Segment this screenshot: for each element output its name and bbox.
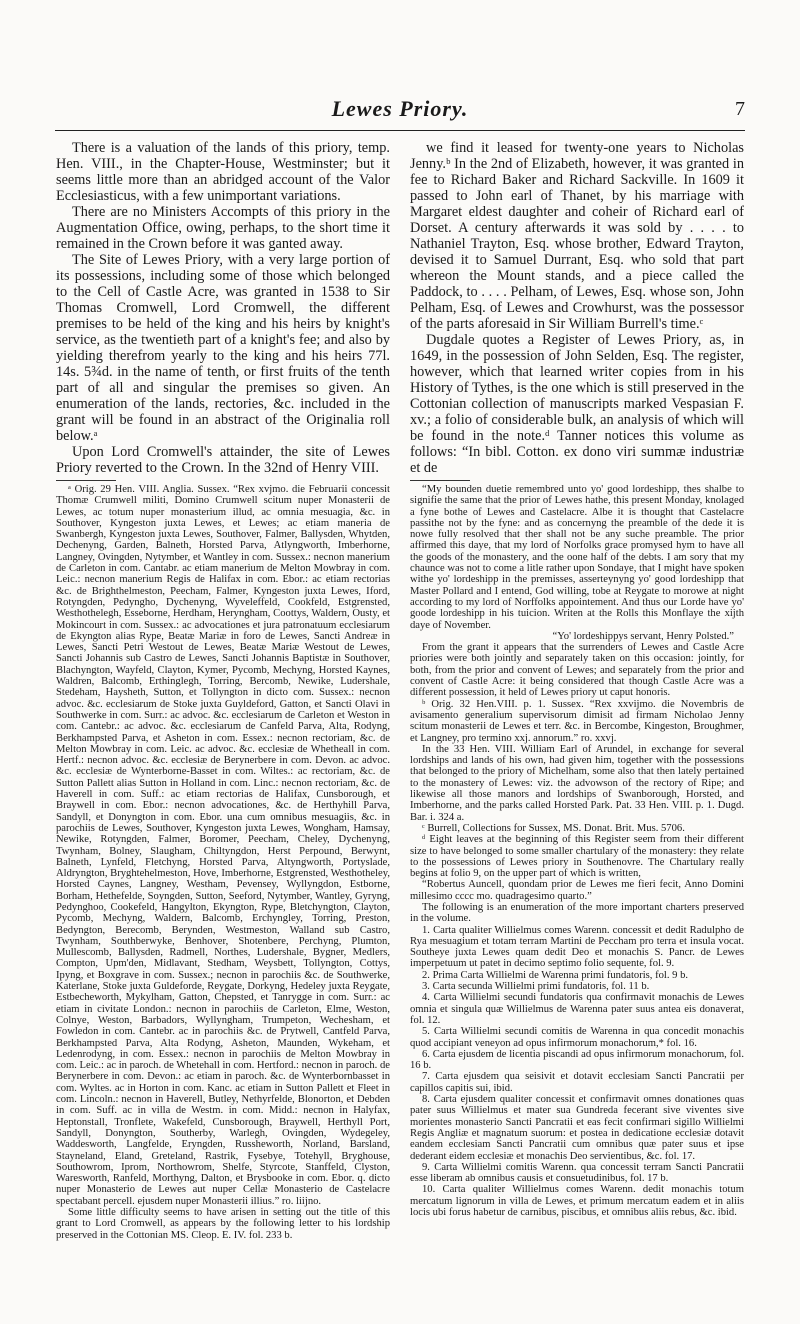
right-body-text: [410, 140, 744, 476]
charter-item: 9. Carta Willielmi comitis Warenn. qua concessit terram Sancti Pancratii esse liberam ab omnibus causis et consuetudinibus, fol. 17 b.: [410, 1161, 744, 1185]
charter-item: 8. Carta ejusdem qualiter concessit et confirmavit omnes donationes quas pater suus Willielmus et mater sua Gundreda fecerant sive viventes sive morientes monasterio Sancti Pancratii et eas fecit confirmari sigillo Willielmi Regis Angliæ et magnatum suorum: et postea in dedicatione ecclesiæ dotavit eandem ecclesiam Sancti Pancratii cum omnibus quæ pater suus et ipse dederant eidem ecclesiæ et monachis Deo servientibus, &c. fol. 17.: [410, 1094, 744, 1162]
footnote-divider: [410, 480, 470, 481]
charter-item: 3. Carta secunda Willielmi primi fundatoris, fol. 11 b.: [422, 981, 650, 993]
charter-item: 6. Carta ejusdem de licentia piscandi ad opus infirmorum monachorum, fol. 16 b.: [410, 1048, 744, 1072]
charter-item: 4. Carta Willielmi secundi fundatoris qua confirmavit monachis de Lewes omnia et singula quæ Willielmus de Warenna pater suus antea eis donaverat, fol. 12.: [410, 992, 744, 1026]
paragraph: Dugdale quotes a Register of Lewes Priory, as, in 1649, in the possession of John Selden, Esq. The register, however, which that learned writer copies from in his History of Tythes, is the one which is still preserved in the Cottonian collection of manuscripts marked Vespasian F. xv.; a folio of considerable bulk, an analysis of which will be found in the note.ᵈ Tanner notices this volume as follows: “In bibl. Cotton. ex dono viri summæ industriæ et de: [410, 332, 744, 476]
footnote-paragraph: The following is an enumeration of the more important charters preserved in the volume.: [410, 901, 744, 925]
charter-item: 5. Carta Willielmi secundi comitis de Warenna in qua concedit monachis quod accipiant veneyon ad opus infirmorum monachorum,* fol. 16.: [410, 1026, 744, 1049]
paragraph: The Site of Lewes Priory, with a very large portion of its possessions, including some of those which belonged to the Cell of Castle Acre, was granted in 1538 to Sir Thomas Cromwell, Lord Cromwell, the different premises to be held of the king and his heirs by knight's service, as the twentieth part of a knight's fee; and also by yielding therefrom yearly to the king and his heirs 77l. 14s. 5¾d. in the name of tenth, or first fruits of the tenth part of all and singular the premises so given. An enumeration of the lands, rectories, &c. included in the grant will be found in an abstract of the Originalia roll below.ᵃ: [56, 252, 390, 444]
footnote-c: ᶜ Burrell, Collections for Sussex, MS. Donat. Brit. Mus. 5706.: [422, 822, 685, 834]
right-column: [410, 140, 744, 1218]
footnote-a: ᵃ Orig. 29 Hen. VIII. Anglia. Sussex. “Rex xvjmo. die Februarii concessit Thomæ Crumwell militi, Domino Crumwell scitum nuper Monasterii de Lewes, ac totum nuper monasterium illud, ac omnia mesuagia, &c. in Southover, Kyngeston juxta Lewes, et Lewes; ac etiam maneria de Swanbergh, Kyngeston juxta Lewes, Southover, Falmer, Ballysden, Whytden, Dechenyng, Garden, Balneth, Horsted Parva, Atlyngworth, Imberhorne, Langney, Ovingden, Nytymber, et Wantley in com. Sussex.: necnon manerium de Carleton in com. Cantabr. ac etiam manerium de Melton Mowbray in com. Leic.: necnon manerium Regis de Halifax in com. Ebor.: ac etiam rectorias &c. de Brighthelmeston, Peecham, Falmer, Kyngeston juxta Lewes, Iford, Rotyngden, Pedyngho, Dychenyng, Wyveleffeld, Cookfeld, Estgrensted, Westhothelegh, Esseborne, Herdham, Heryngham, Coottys, Waldern, Ousty, et Mokincourt in com. Sussex.: ac advocationes et jura patronatuum ecclesiarum de Ekyngton alias Rype, Beatæ Mariæ in foro de Lewes, Sancti Andreæ in Lewes, Sancti Petri Westout de Lewes, Beatæ Mariæ Westout de Lewes, Sancti Johannis sub Castro de Lewes, Sancti Johannis Baptistæ in Southover, Blachyngton, Wayfeld, Clayton, Kymer, Pycomb, Mechyng, Horsted Kaynes, Waldren, Balcomb, Erthinglegh, Torring, Bercomb, Newike, Ludershale, Stedeham, Haysheth, Sutton, et Tollyngton in dicto com. Sussex.: necnon advoc. &c. ecclesiarum de Stoke juxta Guyldeford, Gatton, et Sancti Olavi in Southwerke in com. Surr.: ac advoc. &c. ecclesiarum de Carleton et Weston in com. Cantebr.: ac advoc. &c. ecclesiarum de Canfeld Parva, Alta, Rodyng, Berkhampsted Parva, et Asheton in com. Essex.: necnon rectoriam, &c. de Melton Mowbray in com. Leic. ac advoc. &c. ecclesiæ de Whetheall in com. Hertf.: necnon advoc. &c. ecclesiæ de Berynerbere in com. Devon. ac advoc. &c. ecclesiæ de Wynterborne-Basset in com. Wiltes.: ac rectoriam, &c. de Sutton Pallett alias Sutton in Holland in com. Linc.: necnon rectoriam, &c. de Haverell in com. Suff.: ac etiam rectorias de Halifax, Cunsborough, et Braywell in com. Ebor.: necnon advocationes, &c. de Herthyhill Parva, Sandyll, et Donyngton in com. Ebor. una cum omnibus mesuagiis, &c. in parochiis de Lewes, Southover, Kyngeston juxta Lewes, Wongham, Hamsay, Newike, Rotyngden, Falmer, Boromer, Peecham, Cheley, Dychenyng, Twynham, Bolney, Slaugham, Chiltyngdon, Herst Perpound, Berwynt, Balneth, Lynfeld, Fletchyng, Horsted Parva, Altyngworth, Portyslade, Aldryngton, Bryghtehelmeston, Hove, Imberhorne, Estgrensted, Westhotheley, Horsted Caynes, Langney, Westham, Pevensey, Wyllyngdon, Estborne, Borham, Hethefelde, Soyngden, Sutton, Seeford, Nytymber, Wantley, Gyryng, Pedynghoo, Cookefeld, Hangylton, Ekyngton, Rype, Bletchyngton, Clayton, Pycomb, Mechyng, Waldern, Balcomb, Erchyngley, Torring, Preston, Bedyngton, Berecomb, Berynden, Westmeston, Walland sub Castro, Twynham, Southberwyke, Benhover, Shotenbere, Perchyng, Plumton, Mullescomb, Ballysden, Radmell, Northes, Ludershale, Bygner, Medlers, Compton, Upm'den, Midlavant, Stedham, Weysbett, Tollyngton, Cottys, Ipyng, et Boxgrave in com. Sussex.; necnon in parochiis &c. de Southwerke, Katerlane, Stoke juxta Guldeforde, Reygate, Dorkyng, Hedeley juxta Reygate, Estbecheworth, Mykylham, Gatton, Chepsted, et Tanrygge in com. Surr.: ac etiam in civitate London.: necnon in parochiis de Carleton, Elme, Weston, Colnye, Weston, Barbadors, Wyllyngham, Trumpeton, Wechesham, et Fowledon in com. Cantebr. ac in parochiis &c. de Prytwell, Cantfeld Parva, Berkhampsted Parva, Alta Rodyng, Asheton, Maunden, Wykeham, et Ledenrodyng, in com. Essex.: necnon in parochiis de Melton Mowbray in com. Leic.: ac in paroch. de Whetehall in com. Hertford.: necnon in paroch. de Berynerbere in com. Devon.: ac etiam in paroch. &c. de Wynterbornbasset in com. Wyltes. ac in Horton in com. Kanc. ac etiam in Sutton Pallett et Fleet in com. Lincoln.: necnon in Haverell, Butley, Nethyrfelde, Blonorton, et Debden in com. Suff. ac in villa de Westm. in com. Midd.: necnon in Halyfax, Heptonstall, Tronflete, Wakefeld, Cunsborough, Braywell, Herthyll Port, Sandyll, Donyngton, Southerby, Warlegh, Ovingden, Wydegeley, Waddesworth, Langfelde, Eryngden, Russheworth, Norland, Barsland, Stayneland, Eland, Greteland, Rastrik, Fysebye, Totehyll, Bryghouse, Southowrom, Iprom, Northowrom, Shelfe, Styrcote, Stanffeld, Clyston, Waresworth, Ranfeld, Morthyng, Dalton, et Brysbooke in com. Ebor. q. dicto nuper Monasterio de Lewes aut nuper Cellæ Monasterio de Castelacre spectabant percell. ejusdem nuper Monasterii illius.” ro. liijno.: [56, 484, 390, 1207]
paragraph: Upon Lord Cromwell's attainder, the site of Lewes Priory reverted to the Crown. In the 32nd of Henry VIII.: [56, 444, 390, 476]
page-header: [55, 92, 745, 131]
running-title: Lewes Priory.: [331, 96, 469, 121]
paragraph: There are no Ministers Accompts of this priory in the Augmentation Office, owing, perhaps, to the short time it remained in the Crown before it was ganted away.: [56, 204, 390, 252]
charter-item: 10. Carta qualiter Willielmus comes Warenn. dedit monachis totum mercatum lignorum in villa de Lewes, et primum mercatum eadem et in aliis locis ubi forus habetur de carnibus, piscibus, et omnibus aliis rebus, &c. ibid.: [410, 1184, 744, 1218]
charter-item: 1. Carta qualiter Willielmus comes Warenn. concessit et dedit Radulpho de Rya mesuagium et totam terram Martini de Peccham pro terra et insula vocat. Southeye juxta Lewes quam dedit Deo et monachis S. Pancr. de Lewes imperpetuum ut patet in decimo septimo folio sequente, fol. 9.: [410, 924, 744, 970]
right-footnotes: [410, 484, 744, 1218]
charter-item: 7. Carta ejusdem qua seisivit et dotavit ecclesiam Sancti Pancratii per capillos capitis sui, ibid.: [410, 1071, 744, 1094]
footnote-paragraph: In the 33 Hen. VIII. William Earl of Arundel, in exchange for several lordships and lands of his own, had given him, together with the possessions that belonged to the priory of Michelham, some also that then lately pertained to the monastery of Lewes: viz. the advowson of the rectory of Ripe; and likewise all those manors and lordships of Swanborough, Horsted, and Imberhorne, and the parks called Horsted Park. Pat. 33 Hen. VIII. p. 1. Dugd. Bar. i. 324 a.: [410, 743, 744, 823]
left-column: [56, 140, 390, 1241]
letter-text: “My bounden duetie remembred unto yo' good lordeshipp, thes shalbe to signifie the same that the prior of Lewes hathe, this present Monday, knolaged a fyne bothe of Lewes and Castelacre. Albe it is thought that Castelacre passithe not by the fyne: and as concernyng the preamble of the dede it is nowe fully resolved that ther shall not be any suche preamble. The prior affirmed this daye, that my lord of Norfolks grace promysed hym to have all the goods of the monastery, and the oone half of the debts. I am sory that my chaunce was not to come a litle rather upon Sondaye, that I might have spoken withe yo' lordeshipp in the premisses, asserteynyng yo' good lordeshipp that Master Pollard and I entend, God willing, tobe at Reygate to morowe at night according to my lord of Norffolks appointement. And thus our Lorde have yo' goode lordeshipp in his tuicion. Writen at the Rolls this Monflaye the xijth daye of November.: [410, 484, 744, 631]
footnote-d: ᵈ Eight leaves at the beginning of this Register seem from their different size to have belonged to some smaller chartulary of the monastery: they relate to the possessions of Lewes priory in Southenovre. The Chartulary really begins at folio 9, on the upper part of which is written,: [410, 834, 744, 880]
footnote-paragraph: From the grant it appears that the surrenders of Lewes and Castle Acre priories were both jointly and separately taken on this occasion: jointly, for both, from the prior and convent of Lewes; and separately from the prior and convent of Castle Acre: it being considered that though Castle Acre was a different possession, it held of Lewes priory ut caput honoris.: [410, 642, 744, 699]
page-number: 7: [735, 98, 745, 120]
footnote-divider: [56, 480, 116, 481]
footnote-quote: “Robertus Auncell, quondam prior de Lewes me fieri fecit, Anno Domini millesimo cccc mo. quadragesimo quarto.”: [410, 879, 744, 902]
left-footnotes: [56, 484, 390, 1241]
left-body-text: [56, 140, 390, 476]
letter-signature: “Yo' lordeshippys servant, Henry Polsted.”: [552, 630, 734, 642]
footnote-continuation: Some little difficulty seems to have arisen in setting out the title of this grant to Lord Cromwell, as appears by the following letter to his lordship preserved in the Cottonian MS. Cleop. E. IV. fol. 233 b.: [56, 1207, 390, 1241]
footnote-b: ᵇ Orig. 32 Hen.VIII. p. 1. Sussex. “Rex xxvijmo. die Novembris de avisamento generalium supervisorum dimisit ad firmam Nicholao Jenny scitum monasterii de Lewes et terr. &c. in Bercombe, Kingeston, Broughmer, et Langney, pro termino xxj. annorum.” ro. xxvj.: [410, 698, 744, 744]
charter-item: 2. Prima Carta Willielmi de Warenna primi fundatoris, fol. 9 b.: [422, 969, 689, 981]
paragraph: There is a valuation of the lands of this priory, temp. Hen. VIII., in the Chapter-House, Westminster; but it seems little more than an abridged account of the Valor Ecclesiasticus, with a few unimportant variations.: [56, 140, 390, 204]
paragraph: we find it leased for twenty-one years to Nicholas Jenny.ᵇ In the 2nd of Elizabeth, however, it was granted in fee to Richard Baker and Richard Sackville. In 1609 it passed to John earl of Thanet, by his marriage with Margaret eldest daughter and coheir of Richard earl of Dorset. A century afterwards it was sold by . . . . to Nathaniel Trayton, Esq. whose brother, Edward Trayton, devised it to Samuel Durrant, Esq. who sold that part whereon the Mount stands, and a piece called the Paddock, to . . . . Pelham, of Lewes, Esq. whose son, John Pelham, Esq. of Lewes and Crowhurst, was the possessor of the parts aforesaid in Sir William Burrell's time.ᶜ: [410, 140, 744, 332]
